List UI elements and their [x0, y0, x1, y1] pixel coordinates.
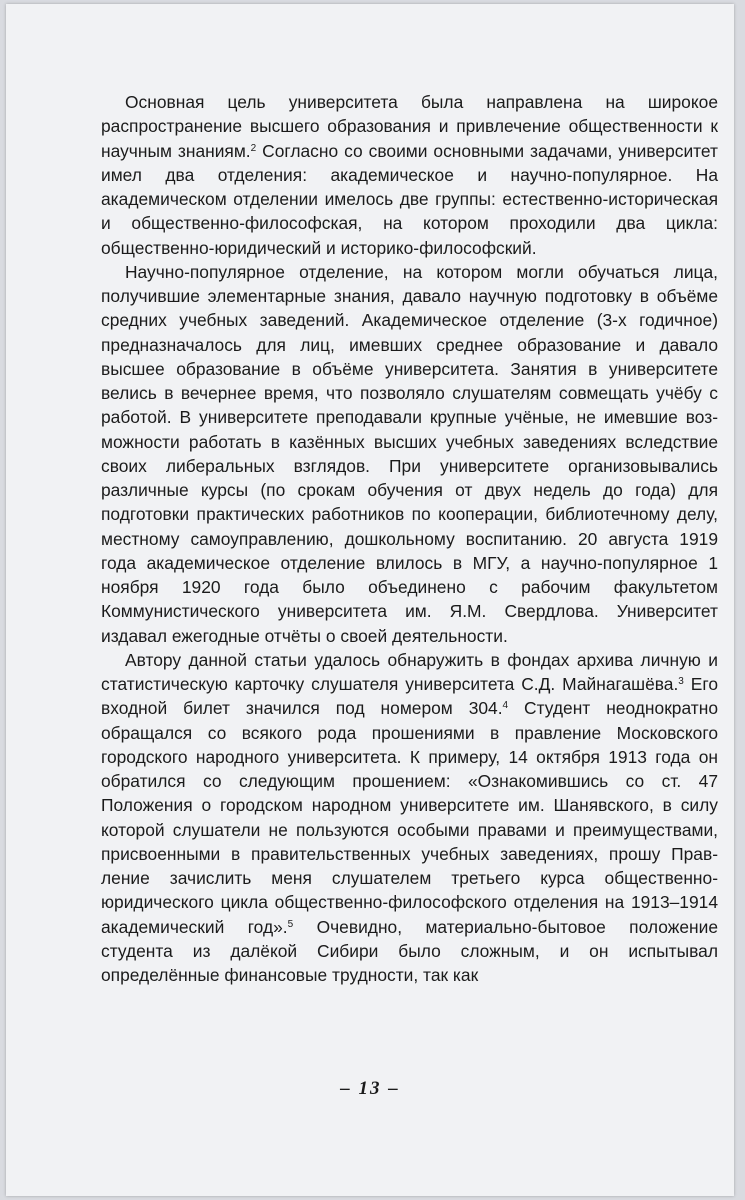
- text-run: Основная цель университета была направлена на широкое распространение высшего образования и привлечение общественности к научным знаниям.: [101, 92, 718, 161]
- text-run: Автору данной статьи удалось обнаружить в фондах архива личную и статистическую карточку слушателя университета С.Д. Майнагашёва.: [101, 649, 718, 694]
- footnote-ref[interactable]: 2: [250, 142, 257, 154]
- book-page: [6, 4, 734, 1196]
- text-run: Очевидно, материально-бытовое положение студента из далёкой Сибири было сложным, и он испытывал определённые финансовые трудности, так как: [101, 916, 718, 985]
- paragraph: [101, 648, 718, 988]
- body-text: [101, 90, 718, 987]
- text-run: Согласно со своими основными задачами, университет имел два отделения: академическое и научно-популярное. На академическом отделении имелось две группы: естественно-историческая и общественно-философская, на котором проходили два цикла: общественно-юридический и историко-философский.: [101, 140, 718, 258]
- text-run: Научно-популярное отделение, на котором могли обучаться лица, получившие элементарные знания, давало научную подготовку в объёме средних учебных заведений. Академическое отделение (3-х годичное) предназначалось для лиц, имевших среднее образование и давало высшее образование в объёме университета. Занятия в университете велись в вечернее время, что позволяло слушателям совмещать учёбу с работой. В университете преподавали крупные учёные, не имевшие возможности работать в казённых высших учебных заведениях вследствие своих либеральных взглядов. При университете организовывались различные курсы (по срокам обучения от двух недель до года) для подготовки практических работников по кооперации, библиотечному делу, местному самоуправлению, дошкольному воспитанию. 20 августа 1919 года академическое отделение влилось в МГУ, а научно-популярное 1 ноября 1920 года было объединено с рабочим факультетом Коммунистического университета им. Я.М. Свердлова. Университет издавал ежегодные отчёты о своей деятельности.: [101, 261, 718, 646]
- text-run: Студент неоднократно обращался со всякого рода прошениями в правление Московского городского народного университета. К примеру, 14 октября 1913 года он обратился со следующим прошением: «Ознакомившись со ст. 47 Положения о городском народном университете им. Шанявского, в силу которой слушатели не пользуются особыми правами и преимуществами, присвоенными в правительственных учебных заведениях, прошу Правление зачислить меня слушателем третьего курса общественно-юридического цикла общественно-философского отделения на 1913–1914 академический год».: [101, 698, 719, 937]
- paragraph: [101, 260, 718, 648]
- footnote-ref[interactable]: 5: [287, 918, 294, 930]
- footnote-ref[interactable]: 3: [678, 676, 684, 687]
- page-number: – 13 –: [340, 1078, 400, 1099]
- text-run: Его входной билет значился под номером 304.: [101, 674, 718, 719]
- paragraph: [101, 90, 718, 260]
- footnote-ref[interactable]: 4: [502, 700, 509, 712]
